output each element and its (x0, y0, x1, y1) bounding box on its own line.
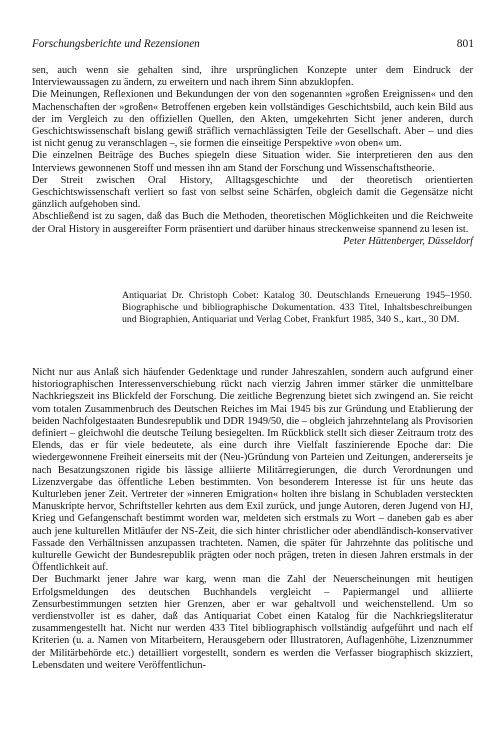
paragraph: Der Buchmarkt jener Jahre war karg, wenn man die Zahl der Neuerscheinungen mit heutigen Erfolgsmeldungen des deutschen Buchhandels vergleicht – Papiermangel und alliierte Zensurbestimmungen setzten hier Grenzen, aber er war gehaltvoll und weichenstellend. Um so verdienstvoller ist es daher, daß das Antiquariat Cobet einen Katalog für die Nachkriegsliteratur zusammengestellt hat. Nicht nur werden 433 Titel bibliographisch vollständig aufgeführt und nach elf Kriterien (u. a. Namen von Mitarbeitern, Herausgebern oder Illustratoren, Auflagenhöhe, Lizenznummer der Militärbehörde etc.) detailliert vorgestellt, sondern es werden die Verfasser biographisch skizziert, Lebensdaten und weitere Veröffentlichun- (32, 574, 473, 671)
reviewer-signature: Peter Hüttenberger, Düsseldorf (343, 235, 473, 247)
bibliographic-entry: Antiquariat Dr. Christoph Cobet: Katalog 30. Deutschlands Erneuerung 1945–1950. Biographische und bibliographische Dokumentation. 433 Titel, Inhaltsbeschreibungen und Biographien, Antiquariat und Verlag Cobet, Frankfurt 1985, 340 S., kart., 30 DM. (122, 290, 472, 325)
paragraph: Nicht nur aus Anlaß sich häufender Gedenktage und runder Jahreszahlen, sondern auch aufgrund einer historiographischen Interessenverschiebung rückt nach vierzig Jahren immer stärker die unmittelbare Nachkriegszeit ins Blickfeld der Forschung. Die zeitliche Begrenzung bietet sich zwingend an. Sie reicht vom totalen Zusammenbruch des Deutschen Reiches im Mai 1945 bis zur Gründung und Etablierung der beiden Nachfolgestaaten Bundesrepublik und DDR 1949/50, die – obgleich jahrzehntelang als Provisorien definiert – gleichwohl die deutsche Teilung besiegelten. Im Rückblick stellt sich dieser Zeitraum trotz des Elends, das er für viele bedeutete, als eine durch ihre Vielfalt faszinierende Epoche dar: Die wiedergewonnene Freiheit einerseits mit der (Neu-)Gründung von Parteien und Zeitungen, andererseits je nach Besatzungszonen rigide bis lässige alliierte Militärregierungen, die durch Verordnungen und Lizenzvergabe das öffentliche Leben bestimmten. Von besonderem Interesse ist für uns heute das Kulturleben jener Zeit. Vertreter der »inneren Emigration« holten ihre bislang in Schubladen versteckten Manuskripte hervor, Schriftsteller kehrten aus dem Exil zurück, und junge Autoren, deren Jugend von HJ, Krieg und Gefangenschaft bestimmt worden war, meldeten sich erstmals zu Wort – daneben gab es aber auch jene kulturellen Mitläufer der NS-Zeit, die sich hinter christlicher oder abendländisch-konservativer Fassade den Verhältnissen anzupassen trachteten. Namen, die später für Jahrzehnte das politische und kulturelle Gewicht der Bundesrepublik prägten oder noch prägen, treten in diesen Jahren erstmals in der Öffentlichkeit auf. (32, 367, 473, 574)
paragraph: Der Streit zwischen Oral History, Alltagsgeschichte und der theoretisch orientierten Geschichtswissenschaft verliert so fast von selbst seine Schärfen, obgleich damit die Gegensätze nicht gänzlich aufgehoben sind. (32, 174, 473, 211)
paragraph: Die Meinungen, Reflexionen und Bekundungen der von den sogenannten »großen Ereignissen« und den Machenschaften der »großen« Betroffenen ergeben kein vollständiges Geschichtsbild, auch kein Bild aus der im Vergleich zu den offiziellen Quellen, den Akten, umgekehrten Sicht jener anderen, durch Geschichtswissenschaft bislang gewiß sträflich vernachlässigten Teile der Gesellschaft. Aber – und dies ist nicht genug zu veranschlagen –, sie formen die einseitige Perspektive »von oben« um. (32, 89, 473, 150)
page-number: 801 (456, 38, 474, 50)
section-title: Forschungsberichte und Rezensionen (32, 38, 200, 50)
paragraph: sen, auch wenn sie gehalten sind, ihre ursprünglichen Konzepte unter dem Eindruck der Interviewaussagen zu ändern, zu erweitern und nach ihrem Sinn abzuklopfen. (32, 65, 473, 89)
paragraph-text: Abschließend ist zu sagen, daß das Buch die Methoden, theoretischen Möglichkeiten und die Reichweite der Oral History in ausgereifter Form präsentiert und darüber hinaus streckenweise spannend zu lesen ist. (32, 211, 473, 235)
closing-paragraph (32, 211, 473, 247)
running-header (30, 38, 474, 56)
review-1-text (32, 65, 473, 248)
review-2-text (32, 367, 473, 672)
paragraph: Die einzelnen Beiträge des Buches spiegeln diese Situation wider. Sie interpretieren den aus den Interviews gewonnenen Stoff und messen ihn am Stand der Forschung und Wissenschaftstheorie. (32, 150, 473, 174)
